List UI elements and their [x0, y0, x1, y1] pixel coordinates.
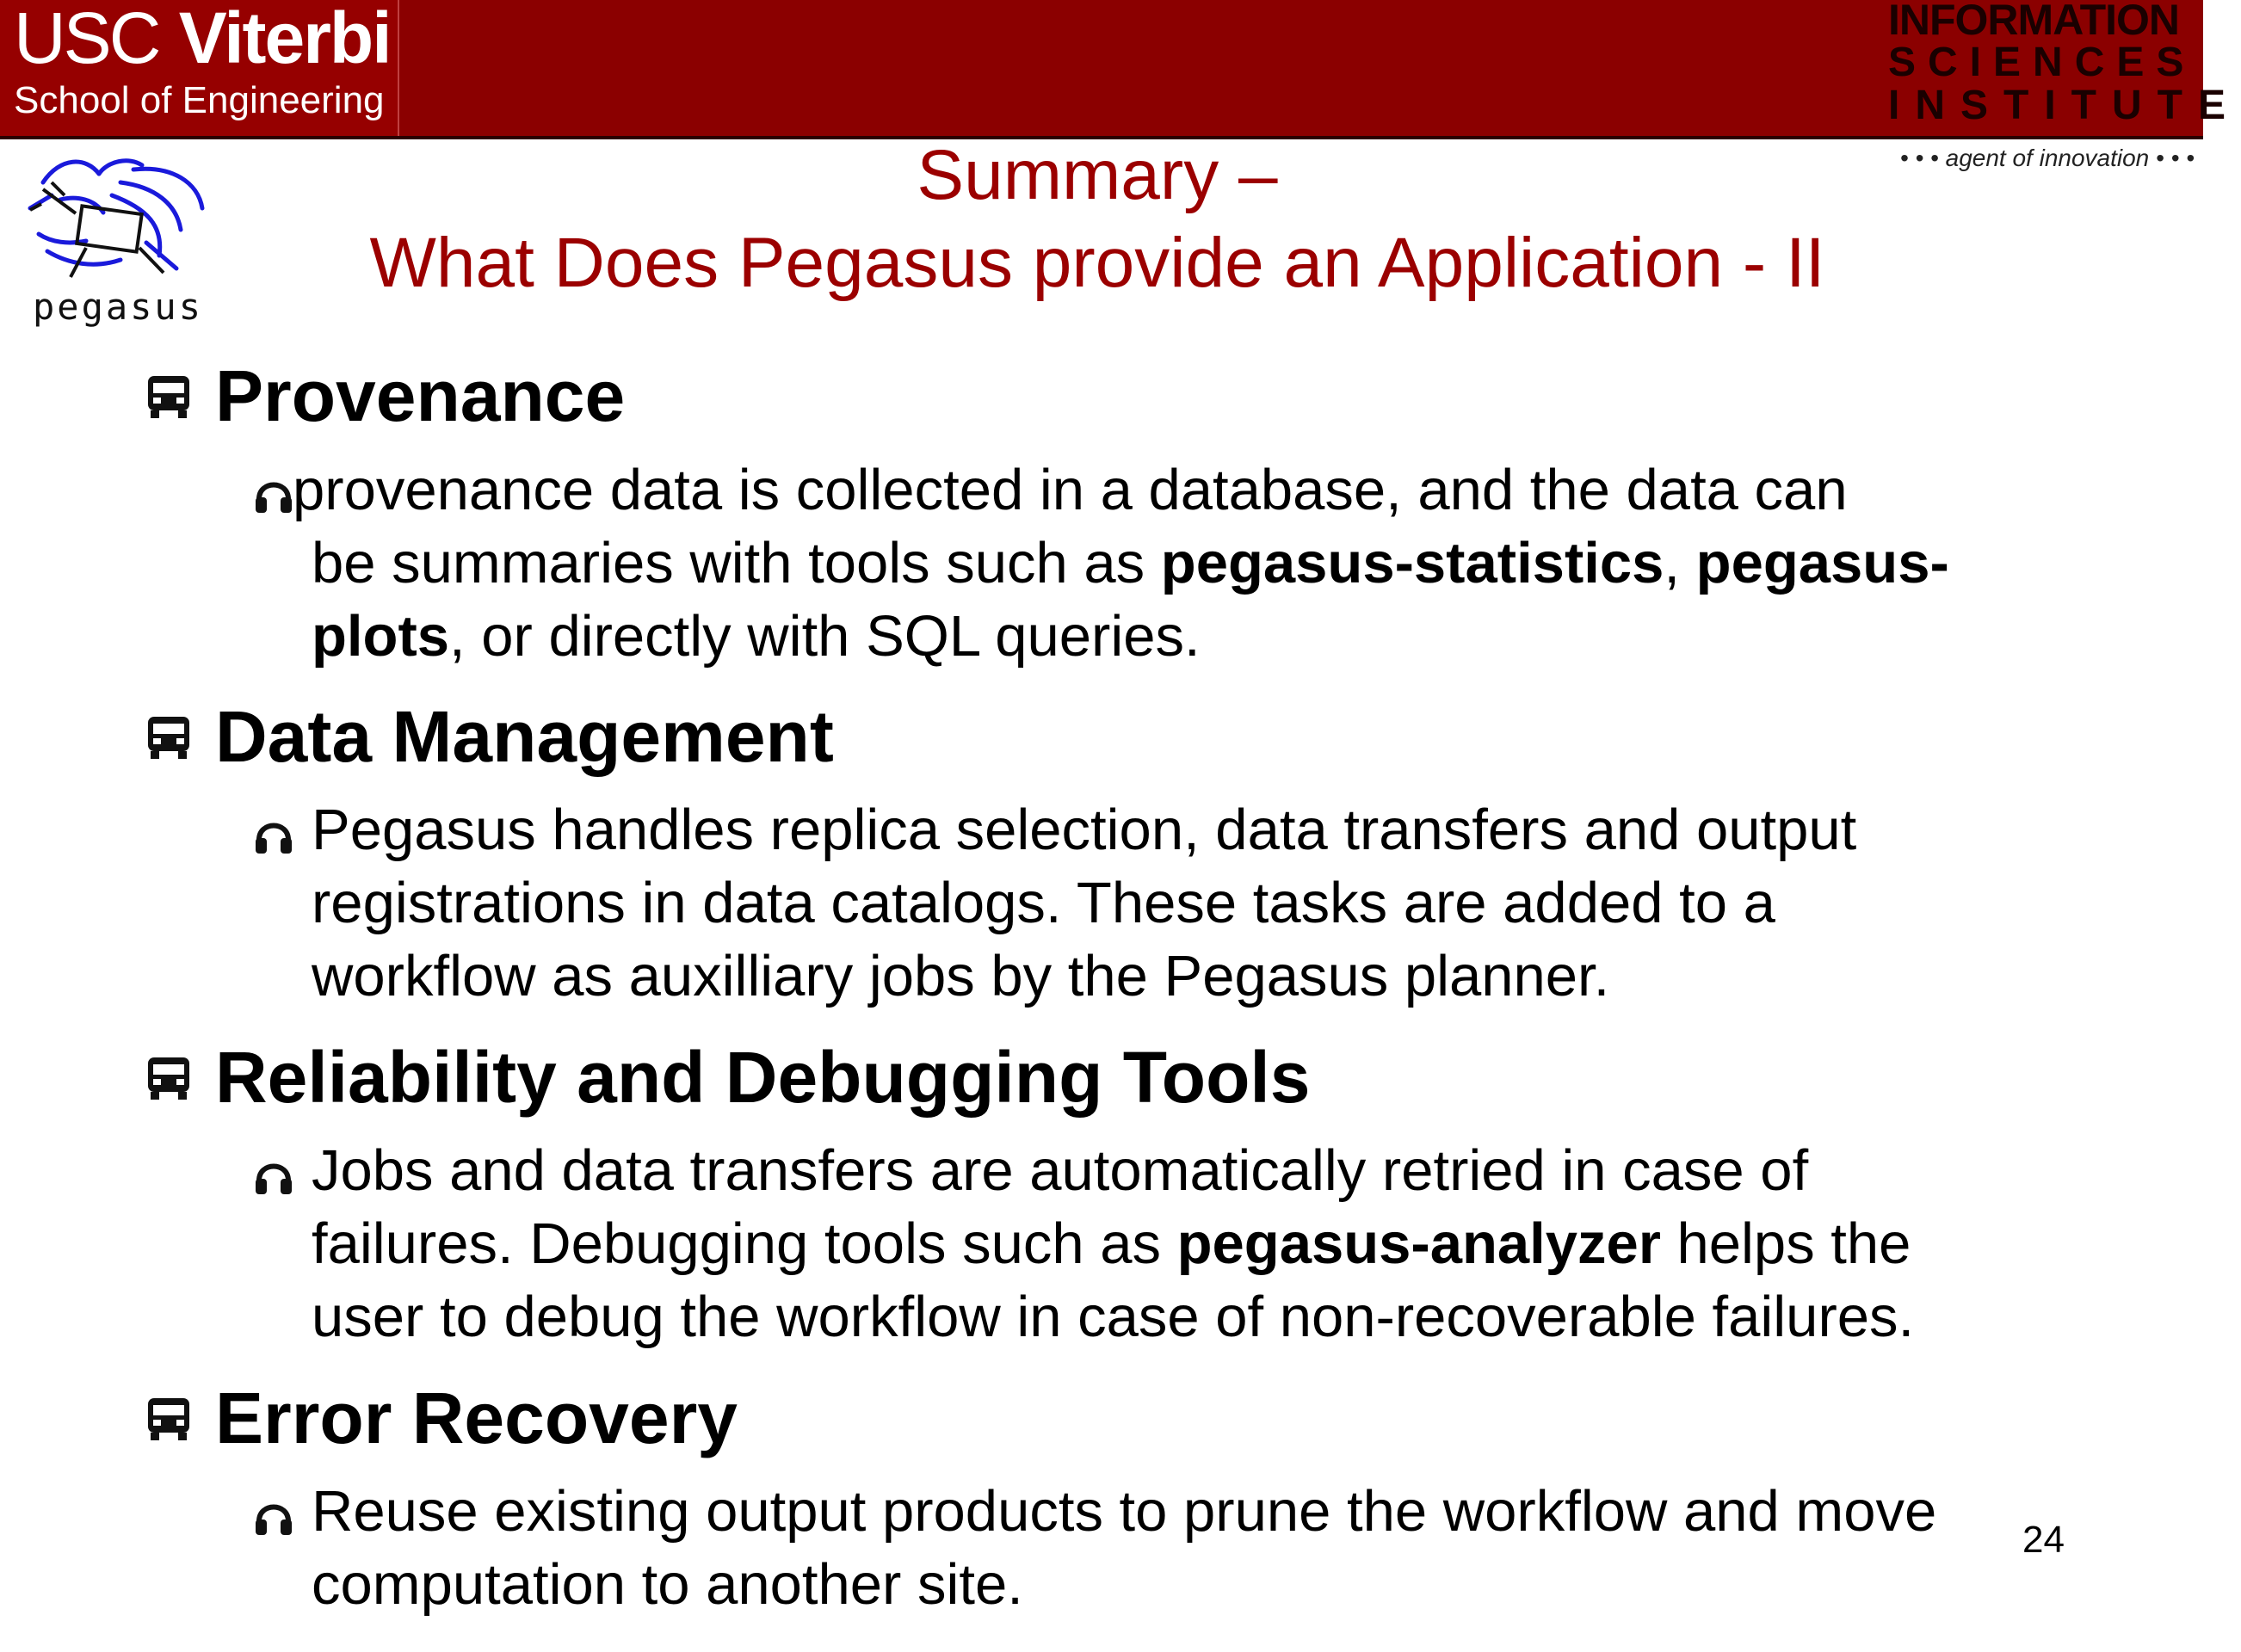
headphones-icon [254, 814, 293, 855]
pegasus-horse-icon [26, 148, 224, 286]
section-heading-data-management: Data Management [215, 696, 834, 777]
slide-title-line1: Summary – [917, 136, 1278, 214]
provenance-line3 [312, 602, 1201, 671]
data-management-line2: registrations in data catalogs. These tasks are added to a [312, 871, 1775, 935]
error-recovery-line1: Reuse existing output products to prune the workflow and move [312, 1479, 1937, 1544]
bus-icon [146, 714, 191, 761]
section-heading-provenance: Provenance [215, 355, 626, 436]
usc-logo-subtitle: School of Engineering [14, 79, 385, 121]
pegasus-statistics-term: pegasus-statistics [1160, 531, 1664, 595]
headphones-icon [254, 1495, 293, 1537]
data-management-line3: workflow as auxilliary jobs by the Pegasus planner. [312, 944, 1610, 1008]
data-management-line1: Pegasus handles replica selection, data transfers and output [312, 798, 1857, 862]
isi-logo-line3: INSTITUTE [1888, 83, 2241, 128]
pegasus-analyzer-term: pegasus-analyzer [1176, 1211, 1661, 1276]
section-heading-error-recovery: Error Recovery [215, 1378, 738, 1458]
isi-tagline: • • • agent of innovation • • • [1899, 145, 2195, 171]
header-banner [0, 0, 2241, 139]
usc-logo-name: Viterbi [178, 0, 391, 78]
slide-title-line2: What Does Pegasus provide an Application - II [369, 224, 1825, 302]
isi-logo [1888, 0, 2241, 136]
provenance-text: , or directly with SQL queries. [449, 604, 1201, 669]
bus-icon [146, 1396, 191, 1442]
bus-icon [146, 373, 191, 420]
isi-logo-line1: INFORMATION [1888, 0, 2180, 44]
isi-logo-line2: SCIENCES [1888, 40, 2196, 85]
reliability-text: helps the [1660, 1211, 1911, 1276]
reliability-line3: user to debug the workflow in case of non-recoverable failures. [312, 1285, 1915, 1349]
reliability-line1: Jobs and data transfers are automatically retried in case of [312, 1138, 1809, 1203]
reliability-line2 [312, 1210, 1911, 1279]
headphones-icon [254, 473, 293, 515]
usc-logo-prefix: USC [14, 0, 159, 78]
bus-icon [146, 1055, 191, 1101]
usc-logo-title [14, 0, 391, 78]
usc-viterbi-logo [0, 0, 399, 136]
page-number: 24 [2022, 1519, 2065, 1561]
pegasus-plots-term: plots [312, 604, 450, 669]
provenance-text: be summaries with tools such as [312, 531, 1161, 595]
section-heading-reliability: Reliability and Debugging Tools [215, 1037, 1311, 1118]
provenance-line2 [312, 529, 1949, 598]
pegasus-plots-term: pegasus- [1695, 531, 1949, 595]
provenance-text: , [1664, 531, 1696, 595]
provenance-line1: provenance data is collected in a database, and the data can [293, 458, 1848, 522]
error-recovery-line2: computation to another site. [312, 1552, 1023, 1617]
reliability-text: failures. Debugging tools such as [312, 1211, 1177, 1276]
headphones-icon [254, 1155, 293, 1196]
pegasus-logo [26, 148, 224, 337]
pegasus-logo-text: pegasus [33, 286, 204, 328]
